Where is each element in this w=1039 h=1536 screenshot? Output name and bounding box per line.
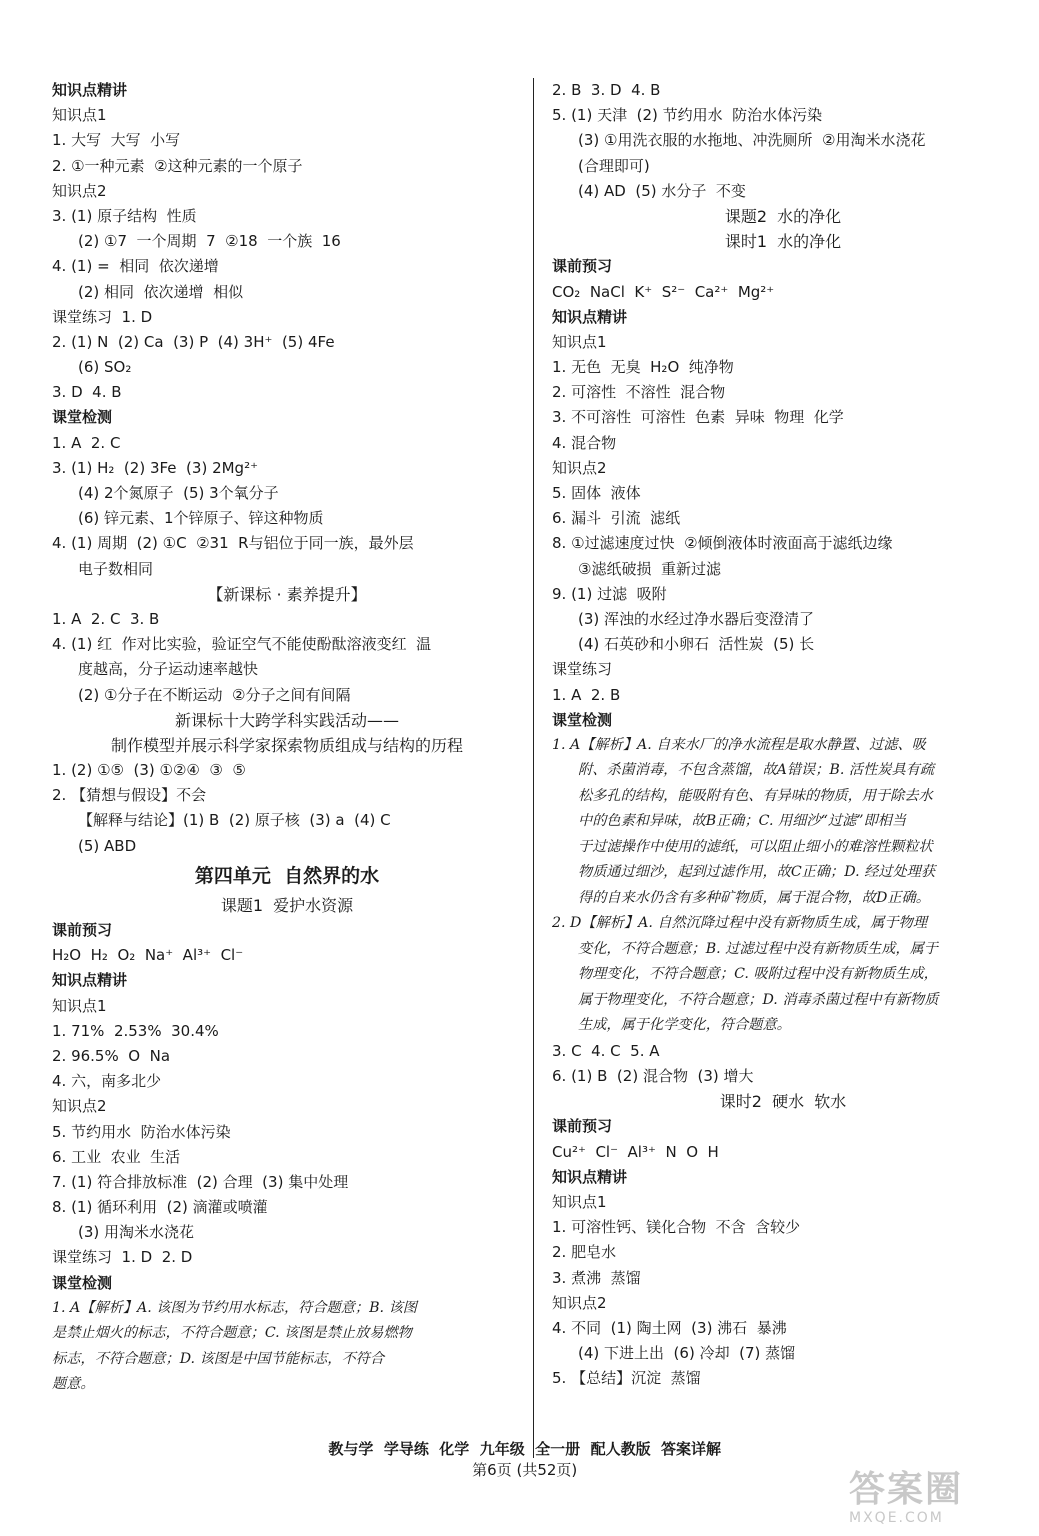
answer-line: 2. 可溶性 不溶性 混合物 [552,383,726,402]
section-heading: 课前预习 [552,257,613,276]
section-heading: 知识点精讲 [52,971,128,990]
answer-line: 知识点2 [52,181,107,200]
answer-line: 变化，不符合题意；B. 过滤过程中没有新物质生成，属于 [578,940,938,957]
answer-line: 1. A 2. C 3. B [52,609,160,628]
column-divider [533,78,534,1458]
answer-line: 课堂练习 1. D 2. D [52,1248,193,1267]
answer-line: 3. C 4. C 5. A [552,1041,660,1060]
answer-line: 2. D【解析】A. 自然沉降过程中没有新物质生成，属于物理 [552,915,928,932]
answer-line: 知识点2 [52,1097,107,1116]
answer-line: 是禁止烟火的标志，不符合题意；C. 该图是禁止放易燃物 [52,1325,412,1342]
answer-line: 知识点1 [52,996,107,1015]
answer-line: 课题1 爱护水资源 [220,895,354,915]
answer-line: 4. 六，南多北少 [52,1072,162,1091]
answer-line: 课时1 水的净化 [724,232,842,252]
answer-line: 2. 肥皂水 [552,1243,617,1262]
answer-line: 1. 大写 大写 小写 [52,131,181,150]
answer-line: ③滤纸破损 重新过滤 [578,559,721,578]
answer-line: 制作模型并展示科学家探索物质组成与结构的历程 [110,735,463,755]
left-column [52,78,522,1398]
answer-line: 课堂练习 1. D [52,307,153,326]
answer-line: 2. 96.5% O Na [52,1046,171,1065]
answer-line: (4) 下进上出 (6) 冷却 (7) 蒸馏 [578,1344,796,1363]
answer-line: 【新课标 · 素养提升】 [207,584,367,604]
section-heading: 课堂检测 [552,710,613,729]
answer-line: 知识点1 [552,332,607,351]
answer-line: 6. (1) B (2) 混合物 (3) 增大 [552,1067,754,1086]
right-column [552,78,1014,1392]
answer-line: 4. 不同 (1) 陶土网 (3) 沸石 暴沸 [552,1318,787,1337]
answer-line: 5. 节约用水 防治水体污染 [52,1122,231,1141]
answer-line: 标志，不符合题意；D. 该图是中国节能标志，不符合 [52,1350,385,1367]
answer-line: 【解释与结论】(1) B (2) 原子核 (3) a (4) C [78,811,391,830]
answer-line: 1. 可溶性钙、镁化合物 不含 含较少 [552,1218,801,1237]
section-heading: 课堂检测 [52,408,113,427]
answer-line: (6) SO₂ [78,358,132,377]
answer-line: 1. A【解析】A. 自来水厂的净水流程是取水静置、过滤、吸 [552,736,926,753]
footer-title: 教与学 学导练 化学 九年级 全一册 配人教版 答案详解 [328,1440,722,1458]
answer-line: 物理变化，不符合题意；C. 吸附过程中没有新物质生成， [578,966,938,983]
watermark-logo [849,1470,999,1526]
section-heading: 知识点精讲 [52,81,128,99]
answer-line: (6) 锌元素、1个锌原子、锌这种物质 [78,509,324,528]
answer-line: 课题2 水的净化 [724,206,842,226]
answer-line: 2. B 3. D 4. B [552,81,661,99]
answer-line: 1. A 2. B [552,685,621,704]
answer-line: 新课标十大跨学科实践活动—— [174,710,399,730]
section-heading: 课前预习 [52,921,113,939]
section-heading: 课堂检测 [52,1273,113,1292]
answer-line: (4) AD (5) 水分子 不变 [578,181,746,200]
answer-line: 5. 固体 液体 [552,484,641,502]
section-heading: 知识点精讲 [552,1167,628,1186]
answer-line: (2) 相同 依次递增 相似 [78,282,244,301]
answer-line: 8. ①过滤速度过快 ②倾倒液体时液面高于滤纸边缘 [552,534,893,553]
answer-line: (2) ①7 一个周期 7 ②18 一个族 16 [78,232,341,251]
answer-line: 3. (1) 原子结构 性质 [52,206,197,225]
answer-line: (2) ①分子在不断运动 ②分子之间有间隔 [78,685,351,704]
answer-line: 6. 漏斗 引流 滤纸 [552,509,681,528]
answer-line: 1. A【解析】A. 该图为节约用水标志，符合题意；B. 该图 [52,1299,417,1316]
answer-line: 7. (1) 符合排放标准 (2) 合理 (3) 集中处理 [52,1172,349,1191]
answer-line: 知识点1 [52,106,107,125]
answer-line: 知识点2 [552,1293,607,1312]
watermark-url: MXQE.COM [849,1510,944,1526]
answer-line: 课堂练习 [552,660,613,679]
answer-line: 1. 无色 无臭 H₂O 纯净物 [552,358,734,377]
answer-line: (3) 用淘米水浇花 [78,1223,195,1242]
answer-line: CO₂ NaCl K⁺ S²⁻ Ca²⁺ Mg²⁺ [552,282,775,301]
answer-line: 电子数相同 [78,559,154,578]
answer-line: 2. 【猜想与假设】不会 [52,786,207,805]
answer-line: (合理即可) [578,156,650,175]
answer-line: 6. 工业 农业 生活 [52,1147,181,1166]
answer-line: 2. ①一种元素 ②这种元素的一个原子 [52,156,303,175]
page-number: 第6页 (共52页) [472,1461,578,1479]
answer-line: (4) 2个氮原子 (5) 3个氧分子 [78,484,279,502]
section-heading: 课前预习 [552,1117,613,1136]
answer-line: (4) 石英砂和小卵石 活性炭 (5) 长 [578,635,815,654]
answer-line: 中的色素和异味，故B正确；C. 用细沙“过滤”即相当 [578,813,907,830]
answer-line: H₂O H₂ O₂ Na⁺ Al³⁺ Cl⁻ [52,946,244,965]
answer-line: 于过滤操作中使用的滤纸，可以阻止细小的难溶性颗粒状 [578,838,933,855]
answer-line: 题意。 [52,1376,95,1393]
answer-line: 课时2 硬水 软水 [719,1092,847,1112]
answer-line: 松多孔的结构，能吸附有色、有异味的物质，用于除去水 [578,787,933,804]
answer-line: 附、杀菌消毒，不包含蒸馏，故A错误；B. 活性炭具有疏 [578,762,935,779]
answer-line: 第四单元 自然界的水 [194,864,380,887]
answer-line: 5. (1) 天津 (2) 节约用水 防治水体污染 [552,106,823,125]
answer-line: 9. (1) 过滤 吸附 [552,584,667,603]
answer-line: 3. 煮沸 蒸馏 [552,1268,641,1287]
answer-line: 4. (1) 红 作对比实验，验证空气不能使酚酞溶液变红 温 [52,635,432,654]
answer-line: 生成，属于化学变化，符合题意。 [578,1017,791,1034]
answer-line: 3. D 4. B [52,383,122,402]
answer-line: 知识点1 [552,1193,607,1211]
answer-line: 物质通过细沙，起到过滤作用，故C正确；D. 经过处理获 [578,864,936,881]
answer-line: 知识点2 [552,458,607,477]
answer-line: 属于物理变化，不符合题意；D. 消毒杀菌过程中有新物质 [578,991,939,1008]
answer-line: 4. 混合物 [552,433,617,452]
answer-line: 3. (1) H₂ (2) 3Fe (3) 2Mg²⁺ [52,458,259,477]
answer-line: 8. (1) 循环利用 (2) 滴灌或喷灌 [52,1198,268,1217]
answer-line: 2. (1) N (2) Ca (3) P (4) 3H⁺ (5) 4Fe [52,332,335,351]
answer-line: 1. 71% 2.53% 30.4% [52,1021,219,1040]
answer-line: 度越高，分子运动速率越快 [78,660,259,679]
answer-line: 1. (2) ①⑤ (3) ①②④ ③ ⑤ [52,761,246,780]
answer-line: 得的自来水仍含有多种矿物质，属于混合物，故D正确。 [578,889,930,906]
answer-line: (3) 浑浊的水经过净水器后变澄清了 [578,609,815,628]
answer-line: 1. A 2. C [52,433,121,452]
section-heading: 知识点精讲 [552,307,628,326]
answer-line: (3) ①用洗衣服的水拖地、冲洗厕所 ②用淘米水浇花 [578,131,926,150]
answer-line: 4. (1) = 相同 依次递增 [52,257,219,276]
answer-line: Cu²⁺ Cl⁻ Al³⁺ N O H [552,1142,719,1161]
answer-line: 3. 不可溶性 可溶性 色素 异味 物理 化学 [552,408,844,427]
answer-line: 4. (1) 周期 (2) ①C ②31 R与铝位于同一族，最外层 [52,534,414,553]
answer-line: (5) ABD [78,836,137,855]
watermark-text: 答案圈 [849,1469,964,1510]
answer-line: 5. 【总结】沉淀 蒸馏 [552,1369,701,1388]
